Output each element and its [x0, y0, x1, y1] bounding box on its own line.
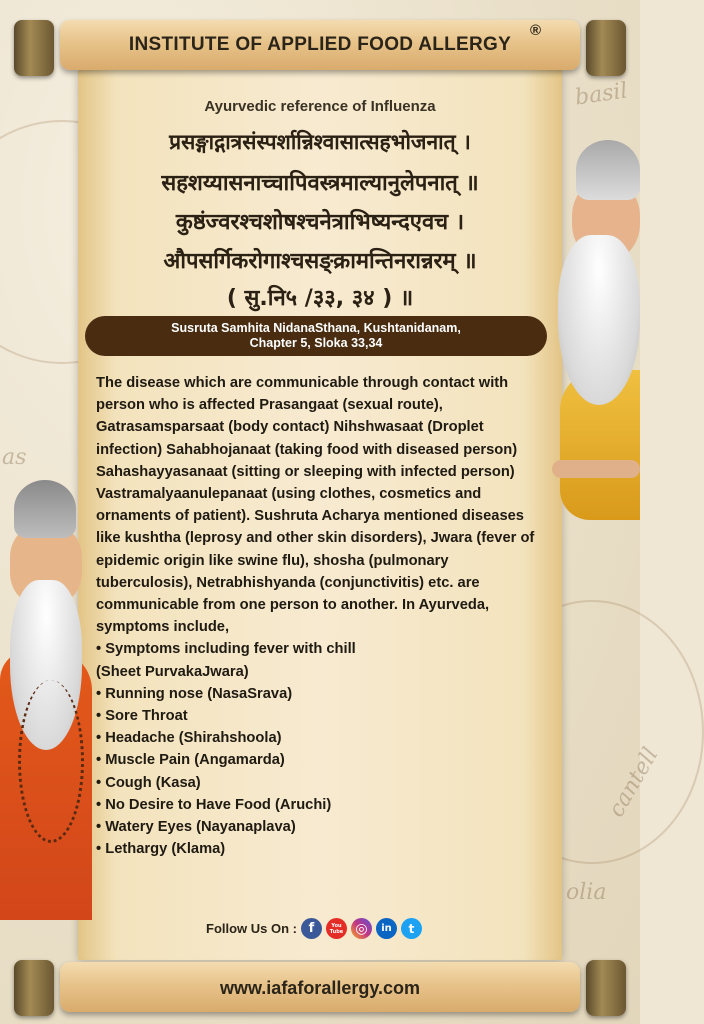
scroll-knob-bottom-left	[14, 960, 54, 1016]
description-paragraph: The disease which are communicable through contact with person who is affected Prasangaat (sexual route), Gatrasamsparsaat (body contact) Nihshwasaat (Droplet infection) Sahabhojanaat (taking food with diseased person) Sahashayyasanaat (sitting or sleeping with infected person) Vastramalyaanulepanaat (using clothes, cosmetics and ornaments of patient). Sushruta Acharya mentioned diseases like kushtha (leprosy and other skin disorders), Jwara (fever of epidemic origin like swine flu), shosha (pulmonary tuberculosis), Netrabhishyanda (conjunctivitis) etc. are communicable from one person to another. In Ayurveda, symptoms include,	[96, 375, 535, 636]
follow-us-bar	[206, 918, 422, 939]
background-word: cantell	[604, 743, 664, 822]
sage-illustration-right	[552, 140, 640, 560]
background-word: olia	[566, 880, 607, 905]
sloka-line: औपसर्गिकरोगाश्चसङ्क्रामन्तिनरान्नरम् ॥	[163, 249, 477, 274]
source-line-2: Chapter 5, Sloka 33,34	[249, 336, 383, 350]
source-reference-badge	[85, 316, 547, 356]
symptom-item: • Symptoms including fever with chill	[96, 641, 356, 658]
source-line-1: Susruta Samhita NidanaSthana, Kushtanidanam,	[171, 321, 461, 335]
scroll-knob-bottom-right	[586, 960, 626, 1016]
facebook-icon[interactable]: f	[301, 918, 322, 939]
symptom-item: • Sore Throat	[96, 708, 188, 725]
scroll-knob-top-left	[14, 20, 54, 76]
description-block	[96, 372, 542, 860]
symptom-list	[96, 638, 542, 860]
page-subtitle: Ayurvedic reference of Influenza	[204, 98, 436, 115]
scroll-knob-top-right	[586, 20, 626, 76]
sloka-line: कुष्ठंज्वरश्चशोषश्चनेत्राभिष्यन्दएवच ।	[175, 210, 465, 235]
symptom-item: • Muscle Pain (Angamarda)	[96, 752, 285, 769]
symptom-item: • Cough (Kasa)	[96, 774, 201, 791]
symptom-item: • Headache (Shirahshoola)	[96, 730, 282, 747]
sage-illustration-left	[0, 480, 92, 920]
registered-mark: ®	[530, 22, 542, 39]
youtube-icon[interactable]: You Tube	[326, 918, 347, 939]
twitter-icon[interactable]: t	[401, 918, 422, 939]
sloka-line: प्रसङ्गाद्गात्रसंस्पर्शान्निश्वासात्सहभोजनात् ।	[169, 130, 471, 154]
linkedin-icon[interactable]: in	[376, 918, 397, 939]
sloka-line: सहशय्यासनाच्चापिवस्त्रमाल्यानुलेपनात् ॥	[161, 171, 479, 196]
background-word: basil	[573, 78, 630, 111]
symptom-item: • Running nose (NasaSrava)	[96, 685, 293, 702]
symptom-item: • Watery Eyes (Nayanaplava)	[96, 819, 296, 836]
symptom-item: (Sheet PurvakaJwara)	[96, 663, 249, 680]
follow-us-label: Follow Us On :	[206, 921, 297, 936]
instagram-icon[interactable]: ◎	[351, 918, 372, 939]
background-word: as	[2, 445, 27, 470]
symptom-item: • No Desire to Have Food (Aruchi)	[96, 796, 332, 813]
sloka-reference: ( सु.नि५ /३३, ३४ ) ॥	[226, 286, 414, 311]
website-url-link[interactable]: www.iafaforallergy.com	[219, 978, 421, 998]
symptom-item: • Lethargy (Klama)	[96, 841, 226, 858]
header-title: INSTITUTE OF APPLIED FOOD ALLERGY	[128, 34, 512, 55]
